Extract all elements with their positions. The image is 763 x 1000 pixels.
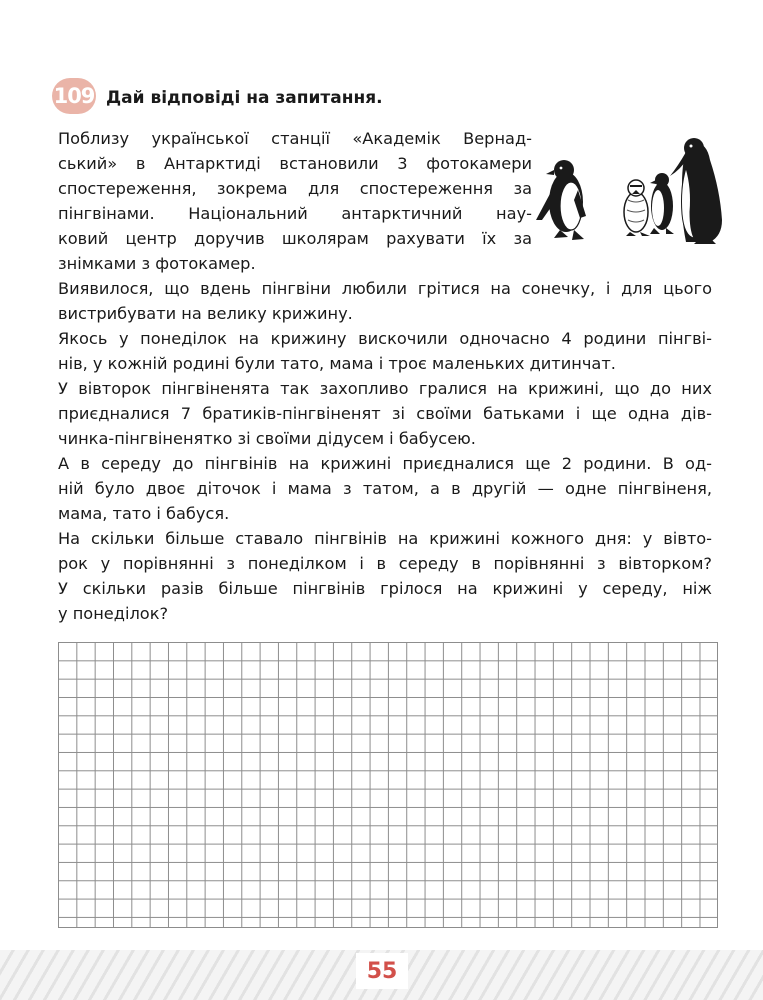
page-number: 55 [366,958,398,984]
text-line: На скільки більше ставало пінгвінів на крижині кожного дня: у вівто- [58,529,712,548]
text-line: пінгвінами. Національний антарктичний нау- [58,204,532,223]
text-line: У скільки разів більше пінгвінів грілося на крижині у середу, ніж [58,579,712,598]
text-line: рок у порівнянні з понеділком і в середу в порівнянні з вівторком? [58,554,712,573]
text-line: спостереження, зокрема для спостереження за [58,179,532,198]
task-number-badge [52,78,96,114]
penguins-icon [528,128,724,246]
text-line: нів, у кожній родині були тато, мама і троє маленьких дитинчат. [58,354,616,373]
text-line: знімками з фотокамер. [58,254,256,273]
task-number: 109 [53,84,95,108]
text-line: мама, тато і бабуся. [58,504,230,523]
text-line: ський» в Антарктиді встановили 3 фотокамери [58,154,532,173]
text-line: У вівторок пінгвіненята так захопливо гралися на крижині, що до них [58,379,712,398]
text-line: Якось у понеділок на крижину вискочили одночасно 4 родини пінгві- [58,329,712,348]
text-line: приєдналися 7 братиків-пінгвіненят зі своїми батьками і ще одна дів- [58,404,712,423]
text-line: ній було двоє діточок і мама з татом, а в другій — одне пінгвіненя, [58,479,712,498]
text-line: чинка-пінгвіненятко зі своїми дідусем і бабусею. [58,429,476,448]
text-line: А в середу до пінгвінів на крижині приєдналися ще 2 родини. В од- [58,454,712,473]
penguin-small-icon [650,173,674,234]
text-line: у понеділок? [58,604,169,623]
text-line: ковий центр доручив школярам рахувати їх за [58,229,532,248]
penguin-large-icon [670,138,722,244]
text-line: Виявилося, що вдень пінгвіни любили грітися на сонечку, і для цього [58,279,712,298]
task-title: Дай відповіді на запитання. [106,88,383,108]
page-number-box [356,953,408,989]
text-line: Поблизу української станції «Академік Вернад- [58,129,532,148]
penguin-left-icon [536,160,586,240]
text-line: вистрибувати на велику крижину. [58,304,353,323]
penguin-chick-icon [624,180,650,236]
answer-grid[interactable] [58,642,718,928]
